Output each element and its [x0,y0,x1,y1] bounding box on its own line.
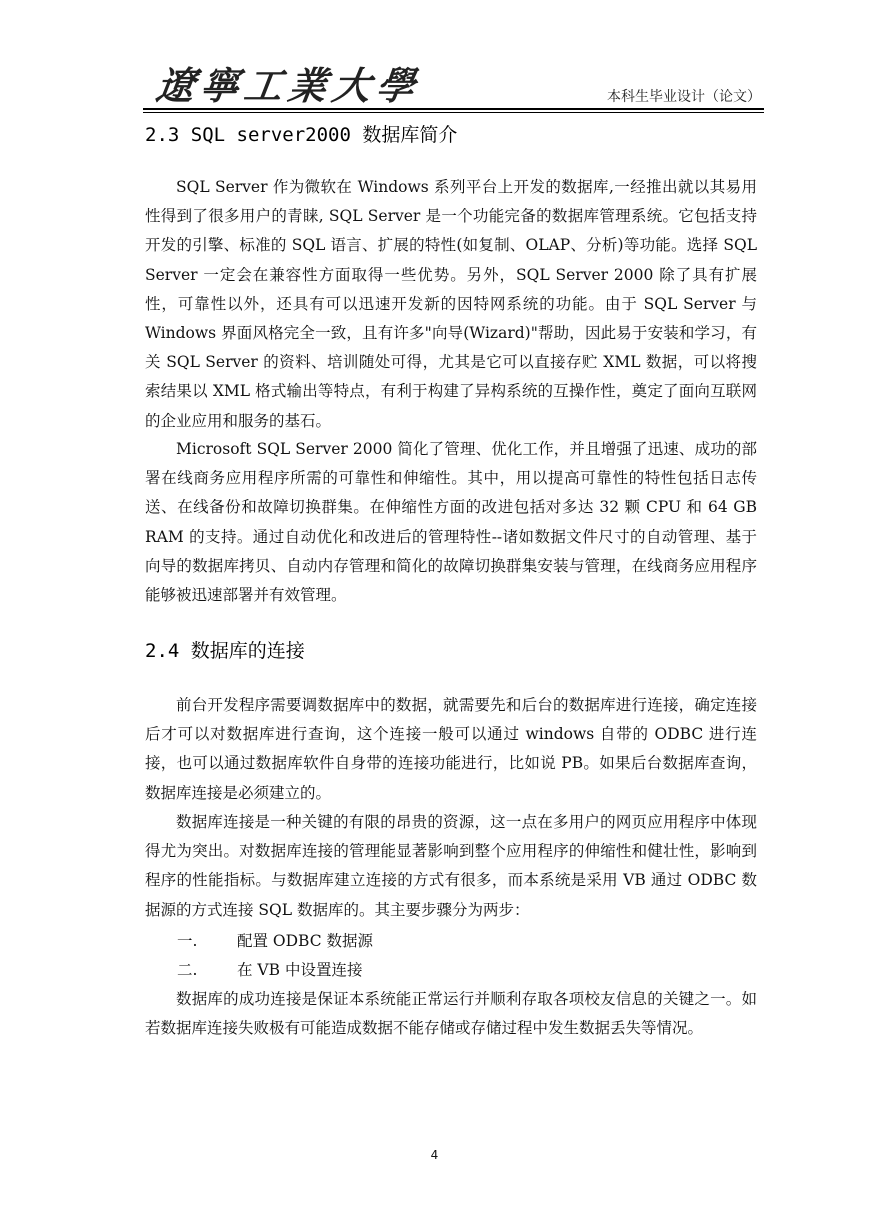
step-text: 配置 ODBC 数据源 [237,932,374,950]
paragraph: 前台开发程序需要调数据库中的数据，就需要先和后台的数据库进行连接，确定连接后才可以对数据库进行查询，这个连接一般可以通过 windows 自带的 ODBC 进行连接，也可以通过数据库软件自身带的连接功能进行，比如说 PB。如果后台数据库查询，数据库连接是必须建立的。 [145,696,757,802]
header-title: 本科生毕业设计（论文） [607,89,761,105]
paragraph: Microsoft SQL Server 2000 简化了管理、优化工作，并且增强了迅速、成功的部署在线商务应用程序所需的可靠性和伸缩性。其中，用以提高可靠性的特性包括日志传送、在线备份和故障切换群集。在伸缩性方面的改进包括对多达 32 颗 CPU 和 64 GB RAM 的支持。通过自动优化和改进后的管理特性--诸如数据文件尺寸的自动管理、基于向导的数据库拷贝、自动内存管理和简化的故障切换群集安装与管理，在线商务应用程序能够被迅速部署并有效管理。 [145,440,757,605]
step-text: 在 VB 中设置连接 [237,961,363,979]
step-item [177,929,373,951]
paragraph: SQL Server 作为微软在 Windows 系列平台上开发的数据库,一经推出就以其易用性得到了很多用户的青睐, SQL Server 是一个功能完备的数据库管理系统。它包括支持开发的引擎、标准的 SQL 语言、扩展的特性(如复制、OLAP、分析)等功能。选择 SQL Server 一定会在兼容性方面取得一些优势。另外，SQL Server 2000 除了具有扩展性，可靠性以外，还具有可以迅速开发新的因特网系统的功能。由于 SQL Server 与 Windows 界面风格完全一致，且有许多"向导(Wizard)"帮助，因此易于安装和学习，有关 SQL Server 的资料、培训随处可得，尤其是它可以直接存贮 XML 数据，可以将搜索结果以 XML 格式输出等特点，有利于构建了异构系统的互操作性，奠定了面向互联网的企业应用和服务的基石。 [145,178,757,430]
section-heading-2-4: 2.4 数据库的连接 [145,640,305,662]
step-item [177,958,362,980]
step-number: 一. [177,932,198,950]
paragraph: 数据库的成功连接是保证本系统能正常运行并顺利存取各项校友信息的关键之一。如若数据库连接失败极有可能造成数据不能存储或存储过程中发生数据丢失等情况。 [145,990,757,1038]
header-rule-thick [143,108,764,110]
step-number: 二. [177,961,198,979]
university-logo: 遼寧工業大學 [153,63,424,108]
header-rule-thin [143,112,764,113]
page-number: 4 [430,1148,439,1162]
paragraph: 数据库连接是一种关键的有限的昂贵的资源，这一点在多用户的网页应用程序中体现得尤为突出。对数据库连接的管理能显著影响到整个应用程序的伸缩性和健壮性，影响到程序的性能指标。与数据库建立连接的方式有很多，而本系统是采用 VB 通过 ODBC 数据源的方式连接 SQL 数据库的。其主要步骤分为两步： [145,813,757,919]
section-heading-2-3: 2.3 SQL server2000 数据库简介 [145,124,458,146]
